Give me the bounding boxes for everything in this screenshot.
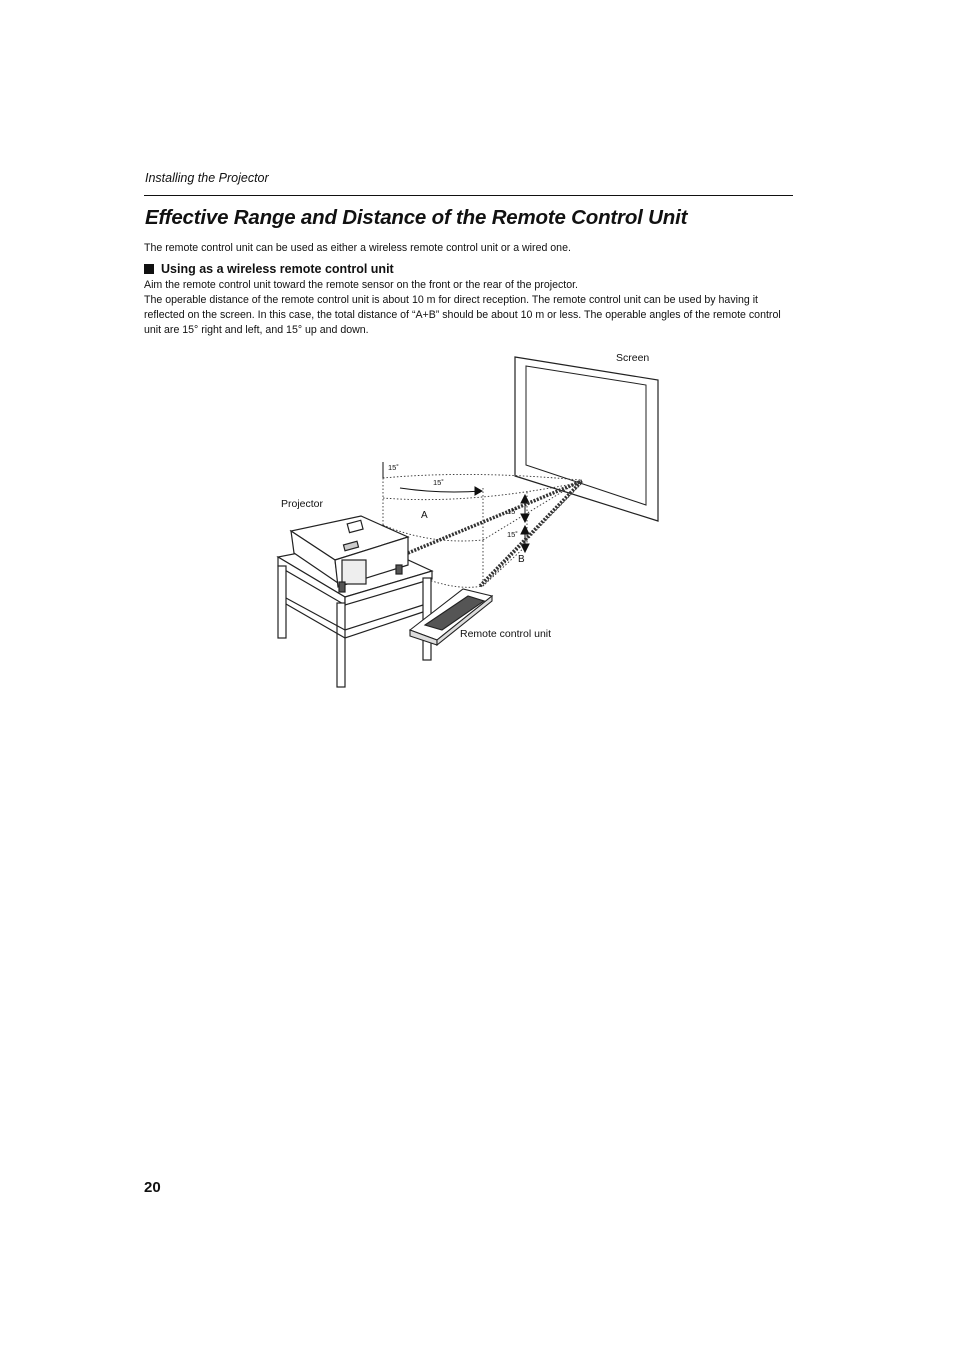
screen-label: Screen xyxy=(616,352,650,364)
subsection-heading-label: Using as a wireless remote control unit xyxy=(161,262,394,276)
distance-a-label: A xyxy=(421,510,428,521)
paragraph-2: The operable distance of the remote control unit is about 10 m for direct reception. The remote control unit can be used by having it reflected on the screen. In this case, the total distance of “A+B” should be about 10 m or less. The operable angles of the remote control unit are 15° right and left, and 15° up and down. xyxy=(144,294,781,336)
page-number: 20 xyxy=(144,1179,161,1196)
angle-label-3: 15˚ xyxy=(507,507,518,516)
section-header: Installing the Projector xyxy=(145,171,269,185)
paragraph-1: Aim the remote control unit toward the remote sensor on the front or the rear of the projector. xyxy=(144,279,578,291)
angle-label-2: 15˚ xyxy=(433,478,444,487)
signal-path-b xyxy=(480,481,582,586)
page-title: Effective Range and Distance of the Remote Control Unit xyxy=(145,206,688,229)
remote-label: Remote control unit xyxy=(460,628,552,640)
angle-label-1: 15˚ xyxy=(388,463,399,472)
screen-illustration xyxy=(515,357,658,521)
angle-label-4: 15˚ xyxy=(507,530,518,539)
projector-label: Projector xyxy=(281,498,324,510)
intro-text: The remote control unit can be used as either a wireless remote control unit or a wired one. xyxy=(144,242,571,254)
distance-b-label: B xyxy=(518,554,525,565)
